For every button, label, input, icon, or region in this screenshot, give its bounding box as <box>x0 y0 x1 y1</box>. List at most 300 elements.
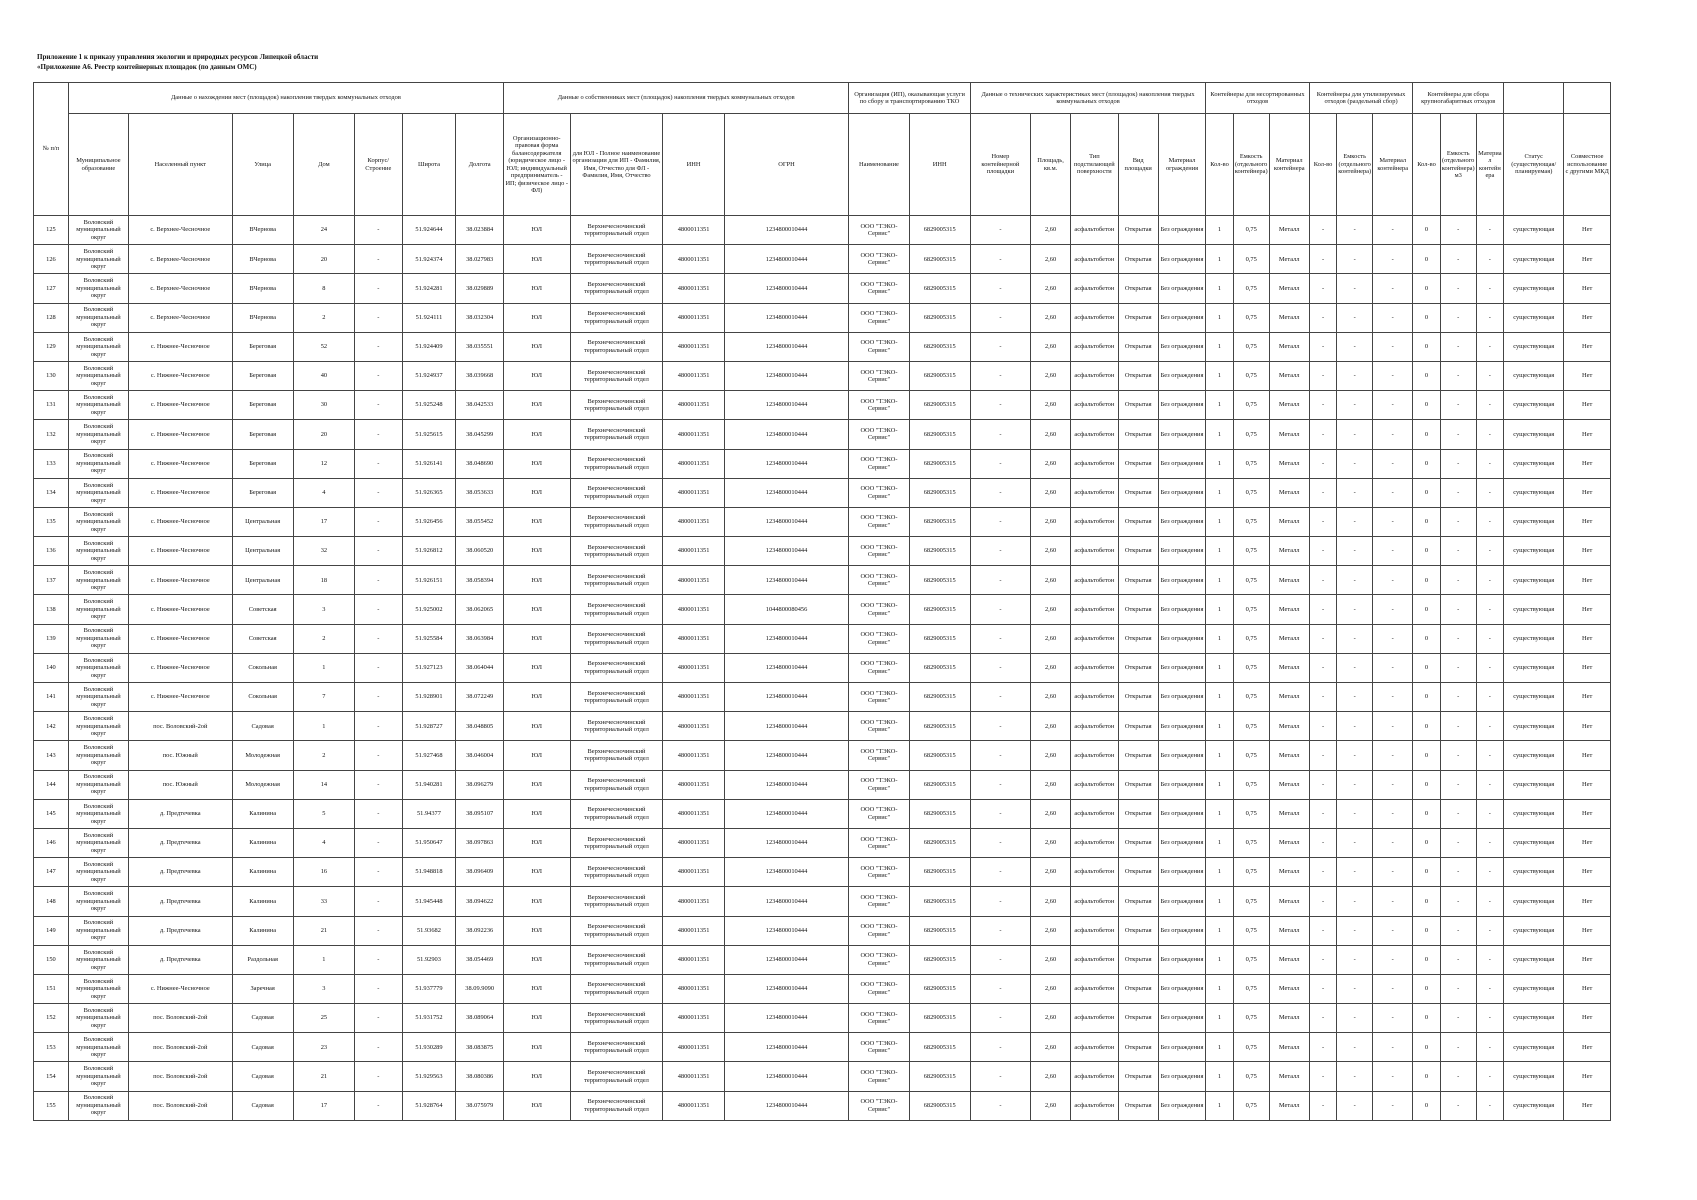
cell-uq: 1 <box>1206 653 1233 682</box>
cell-n: 147 <box>34 858 69 887</box>
cell-corp: - <box>355 303 403 332</box>
cell-bm: - <box>1476 537 1503 566</box>
cell-fence: Без ограждения <box>1158 1091 1206 1120</box>
cell-shared: Нет <box>1564 274 1611 303</box>
cell-street: Береговая <box>232 420 293 449</box>
cell-corp: - <box>355 770 403 799</box>
cell-site: - <box>970 478 1030 507</box>
cell-street: Береговая <box>232 391 293 420</box>
cell-np: с. Нижнее-Чесночное <box>129 653 233 682</box>
cell-bv: - <box>1440 245 1476 274</box>
cell-um: Металл <box>1269 712 1309 741</box>
cell-uv: 0,75 <box>1233 770 1269 799</box>
cell-svc: ООО "ТЭКО-Сервис" <box>849 391 909 420</box>
cell-bm: - <box>1476 595 1503 624</box>
cell-uq: 1 <box>1206 712 1233 741</box>
cell-uv: 0,75 <box>1233 945 1269 974</box>
cell-uv: 0,75 <box>1233 537 1269 566</box>
cell-street: Молодежная <box>232 741 293 770</box>
cell-uv: 0,75 <box>1233 1004 1269 1033</box>
cell-rm: - <box>1373 332 1413 361</box>
cell-n: 128 <box>34 303 69 332</box>
cell-svc_inn: 6829005315 <box>909 595 970 624</box>
cell-fence: Без ограждения <box>1158 712 1206 741</box>
cell-surf: асфальтобетон <box>1071 887 1119 916</box>
cell-house: 32 <box>293 537 354 566</box>
cell-ogrn: 1234800010444 <box>724 770 849 799</box>
cell-uv: 0,75 <box>1233 624 1269 653</box>
cell-status: существующая <box>1504 624 1564 653</box>
cell-inn: 4800011351 <box>663 916 724 945</box>
cell-corp: - <box>355 974 403 1003</box>
cell-form: ЮЛ <box>503 1062 570 1091</box>
cell-fence: Без ограждения <box>1158 303 1206 332</box>
cell-uq: 1 <box>1206 449 1233 478</box>
cell-area: 2,60 <box>1030 420 1070 449</box>
cell-n: 153 <box>34 1033 69 1062</box>
cell-fence: Без ограждения <box>1158 828 1206 857</box>
cell-svc_inn: 6829005315 <box>909 391 970 420</box>
cell-uq: 1 <box>1206 361 1233 390</box>
cell-inn: 4800011351 <box>663 1004 724 1033</box>
cell-svc: ООО "ТЭКО-Сервис" <box>849 945 909 974</box>
cell-house: 40 <box>293 361 354 390</box>
cell-bm: - <box>1476 216 1503 245</box>
table-row <box>34 537 1611 566</box>
cell-status: существующая <box>1504 420 1564 449</box>
cell-corp: - <box>355 595 403 624</box>
cell-rv: - <box>1337 1033 1373 1062</box>
cell-uv: 0,75 <box>1233 916 1269 945</box>
cell-owner: Верхнечесночинский территориальный отдел <box>570 537 663 566</box>
cell-bv: - <box>1440 537 1476 566</box>
cell-uv: 0,75 <box>1233 391 1269 420</box>
cell-ogrn: 1234800010444 <box>724 507 849 536</box>
cell-ogrn: 1234800010444 <box>724 1004 849 1033</box>
cell-uq: 1 <box>1206 566 1233 595</box>
cell-type: Открытая <box>1118 945 1158 974</box>
document-title-line-1: Приложение 1 к приказу управления экологии и природных ресурсов Липецкой области <box>37 53 319 61</box>
cell-svc: ООО "ТЭКО-Сервис" <box>849 683 909 712</box>
cell-owner: Верхнечесночинский территориальный отдел <box>570 303 663 332</box>
cell-corp: - <box>355 1062 403 1091</box>
cell-ogrn: 1234800010444 <box>724 945 849 974</box>
cell-fence: Без ограждения <box>1158 478 1206 507</box>
cell-bq: 0 <box>1413 624 1440 653</box>
cell-shared: Нет <box>1564 653 1611 682</box>
cell-um: Металл <box>1269 507 1309 536</box>
cell-site: - <box>970 537 1030 566</box>
cell-np: д. Предтечевка <box>129 887 233 916</box>
cell-type: Открытая <box>1118 420 1158 449</box>
cell-area: 2,60 <box>1030 712 1070 741</box>
cell-um: Металл <box>1269 624 1309 653</box>
cell-owner: Верхнечесночинский территориальный отдел <box>570 478 663 507</box>
cell-rm: - <box>1373 974 1413 1003</box>
cell-area: 2,60 <box>1030 595 1070 624</box>
cell-lon: 38.080386 <box>456 1062 504 1091</box>
cell-street: Калинина <box>232 858 293 887</box>
cell-uv: 0,75 <box>1233 420 1269 449</box>
cell-house: 20 <box>293 420 354 449</box>
cell-surf: асфальтобетон <box>1071 1062 1119 1091</box>
cell-status: существующая <box>1504 974 1564 1003</box>
cell-status: существующая <box>1504 1004 1564 1033</box>
cell-mo: Воловский муниципальный округ <box>68 653 128 682</box>
cell-house: 2 <box>293 303 354 332</box>
cell-shared: Нет <box>1564 595 1611 624</box>
cell-surf: асфальтобетон <box>1071 303 1119 332</box>
header-fence: Материал ограждения <box>1158 114 1206 216</box>
cell-rv: - <box>1337 274 1373 303</box>
cell-shared: Нет <box>1564 858 1611 887</box>
cell-rq: - <box>1309 858 1336 887</box>
cell-form: ЮЛ <box>503 1004 570 1033</box>
cell-mo: Воловский муниципальный округ <box>68 770 128 799</box>
cell-mo: Воловский муниципальный округ <box>68 332 128 361</box>
cell-uq: 1 <box>1206 507 1233 536</box>
cell-lon: 38.09.9090 <box>456 974 504 1003</box>
cell-form: ЮЛ <box>503 245 570 274</box>
cell-area: 2,60 <box>1030 245 1070 274</box>
cell-corp: - <box>355 683 403 712</box>
cell-lat: 51.930289 <box>402 1033 456 1062</box>
cell-fence: Без ограждения <box>1158 361 1206 390</box>
cell-rm: - <box>1373 741 1413 770</box>
cell-rm: - <box>1373 887 1413 916</box>
cell-fence: Без ограждения <box>1158 566 1206 595</box>
cell-owner: Верхнечесночинский территориальный отдел <box>570 449 663 478</box>
cell-svc_inn: 6829005315 <box>909 332 970 361</box>
header-shared: Совместное использование с другими МКД <box>1564 114 1611 216</box>
cell-lat: 51.94377 <box>402 799 456 828</box>
cell-lon: 38.089064 <box>456 1004 504 1033</box>
cell-bv: - <box>1440 449 1476 478</box>
cell-bq: 0 <box>1413 537 1440 566</box>
cell-owner: Верхнечесночинский территориальный отдел <box>570 391 663 420</box>
cell-form: ЮЛ <box>503 624 570 653</box>
cell-ogrn: 1234800010444 <box>724 391 849 420</box>
cell-surf: асфальтобетон <box>1071 712 1119 741</box>
cell-lat: 51.924111 <box>402 303 456 332</box>
cell-area: 2,60 <box>1030 303 1070 332</box>
cell-rv: - <box>1337 1004 1373 1033</box>
cell-mo: Воловский муниципальный округ <box>68 858 128 887</box>
cell-street: ВЧернова <box>232 303 293 332</box>
cell-inn: 4800011351 <box>663 274 724 303</box>
cell-rv: - <box>1337 653 1373 682</box>
cell-bq: 0 <box>1413 595 1440 624</box>
cell-corp: - <box>355 361 403 390</box>
cell-n: 133 <box>34 449 69 478</box>
cell-site: - <box>970 770 1030 799</box>
cell-corp: - <box>355 478 403 507</box>
cell-inn: 4800011351 <box>663 974 724 1003</box>
cell-svc: ООО "ТЭКО-Сервис" <box>849 478 909 507</box>
cell-rv: - <box>1337 507 1373 536</box>
cell-svc_inn: 6829005315 <box>909 1033 970 1062</box>
cell-rq: - <box>1309 799 1336 828</box>
cell-n: 154 <box>34 1062 69 1091</box>
cell-lon: 38.042533 <box>456 391 504 420</box>
cell-bv: - <box>1440 683 1476 712</box>
cell-uq: 1 <box>1206 274 1233 303</box>
cell-surf: асфальтобетон <box>1071 916 1119 945</box>
cell-house: 1 <box>293 712 354 741</box>
cell-bv: - <box>1440 303 1476 332</box>
cell-svc_inn: 6829005315 <box>909 303 970 332</box>
cell-rm: - <box>1373 1033 1413 1062</box>
cell-area: 2,60 <box>1030 216 1070 245</box>
cell-surf: асфальтобетон <box>1071 1004 1119 1033</box>
cell-um: Металл <box>1269 1033 1309 1062</box>
cell-np: д. Предтечевка <box>129 828 233 857</box>
cell-fence: Без ограждения <box>1158 1004 1206 1033</box>
cell-lat: 51.925248 <box>402 391 456 420</box>
cell-surf: асфальтобетон <box>1071 566 1119 595</box>
cell-bv: - <box>1440 916 1476 945</box>
cell-np: пос. Воловский-2ой <box>129 1004 233 1033</box>
cell-shared: Нет <box>1564 537 1611 566</box>
cell-surf: асфальтобетон <box>1071 478 1119 507</box>
cell-surf: асфальтобетон <box>1071 595 1119 624</box>
cell-lat: 51.925584 <box>402 624 456 653</box>
cell-n: 145 <box>34 799 69 828</box>
cell-mo: Воловский муниципальный округ <box>68 683 128 712</box>
cell-um: Металл <box>1269 741 1309 770</box>
cell-svc_inn: 6829005315 <box>909 712 970 741</box>
cell-type: Открытая <box>1118 683 1158 712</box>
cell-np: пос. Воловский-2ой <box>129 1033 233 1062</box>
cell-inn: 4800011351 <box>663 332 724 361</box>
cell-np: с. Нижнее-Чесночное <box>129 420 233 449</box>
cell-ogrn: 1234800010444 <box>724 332 849 361</box>
table-row <box>34 391 1611 420</box>
cell-fence: Без ограждения <box>1158 507 1206 536</box>
cell-owner: Верхнечесночинский территориальный отдел <box>570 916 663 945</box>
cell-surf: асфальтобетон <box>1071 537 1119 566</box>
cell-uq: 1 <box>1206 420 1233 449</box>
cell-street: Центральная <box>232 537 293 566</box>
cell-bm: - <box>1476 1062 1503 1091</box>
cell-house: 21 <box>293 1062 354 1091</box>
cell-area: 2,60 <box>1030 624 1070 653</box>
cell-inn: 4800011351 <box>663 245 724 274</box>
cell-rv: - <box>1337 449 1373 478</box>
cell-owner: Верхнечесночинский территориальный отдел <box>570 595 663 624</box>
cell-uq: 1 <box>1206 828 1233 857</box>
cell-surf: асфальтобетон <box>1071 945 1119 974</box>
header-street: Улица <box>232 114 293 216</box>
cell-svc: ООО "ТЭКО-Сервис" <box>849 420 909 449</box>
cell-street: Центральная <box>232 507 293 536</box>
cell-owner: Верхнечесночинский территориальный отдел <box>570 507 663 536</box>
cell-rv: - <box>1337 1091 1373 1120</box>
cell-svc: ООО "ТЭКО-Сервис" <box>849 1004 909 1033</box>
cell-mo: Воловский муниципальный округ <box>68 712 128 741</box>
cell-uv: 0,75 <box>1233 478 1269 507</box>
cell-surf: асфальтобетон <box>1071 683 1119 712</box>
header-group-shared-empty <box>1564 83 1611 114</box>
cell-uq: 1 <box>1206 332 1233 361</box>
header-group-status-empty <box>1504 83 1564 114</box>
cell-uv: 0,75 <box>1233 741 1269 770</box>
cell-surf: асфальтобетон <box>1071 799 1119 828</box>
cell-bm: - <box>1476 828 1503 857</box>
cell-um: Металл <box>1269 245 1309 274</box>
cell-um: Металл <box>1269 858 1309 887</box>
cell-bv: - <box>1440 391 1476 420</box>
cell-site: - <box>970 216 1030 245</box>
cell-area: 2,60 <box>1030 974 1070 1003</box>
header-inn: ИНН <box>663 114 724 216</box>
cell-lat: 51.945448 <box>402 887 456 916</box>
cell-lon: 38.048690 <box>456 449 504 478</box>
cell-owner: Верхнечесночинский территориальный отдел <box>570 974 663 1003</box>
cell-bv: - <box>1440 274 1476 303</box>
cell-site: - <box>970 566 1030 595</box>
cell-n: 126 <box>34 245 69 274</box>
cell-mo: Воловский муниципальный округ <box>68 361 128 390</box>
document-title-line-2: «Приложение А6. Реестр контейнерных площадок (по данным ОМС) <box>37 63 257 71</box>
cell-area: 2,60 <box>1030 361 1070 390</box>
cell-status: существующая <box>1504 945 1564 974</box>
cell-shared: Нет <box>1564 828 1611 857</box>
cell-inn: 4800011351 <box>663 361 724 390</box>
cell-bv: - <box>1440 566 1476 595</box>
header-municipality: Муниципальное образование <box>68 114 128 216</box>
cell-ogrn: 1234800010444 <box>724 858 849 887</box>
table-row <box>34 245 1611 274</box>
cell-house: 16 <box>293 858 354 887</box>
cell-bm: - <box>1476 683 1503 712</box>
cell-site: - <box>970 332 1030 361</box>
header-columns-row <box>34 114 1611 216</box>
cell-form: ЮЛ <box>503 274 570 303</box>
cell-rv: - <box>1337 303 1373 332</box>
cell-n: 140 <box>34 653 69 682</box>
header-num: № п/п <box>34 83 69 216</box>
cell-inn: 4800011351 <box>663 828 724 857</box>
cell-rv: - <box>1337 683 1373 712</box>
cell-np: с. Нижнее-Чесночное <box>129 507 233 536</box>
cell-ogrn: 1234800010444 <box>724 683 849 712</box>
cell-rv: - <box>1337 828 1373 857</box>
table-row <box>34 595 1611 624</box>
cell-lon: 38.046004 <box>456 741 504 770</box>
cell-svc_inn: 6829005315 <box>909 507 970 536</box>
cell-owner: Верхнечесночинский территориальный отдел <box>570 332 663 361</box>
cell-form: ЮЛ <box>503 916 570 945</box>
cell-bv: - <box>1440 741 1476 770</box>
cell-lon: 38.097863 <box>456 828 504 857</box>
cell-form: ЮЛ <box>503 974 570 1003</box>
cell-bq: 0 <box>1413 828 1440 857</box>
cell-shared: Нет <box>1564 770 1611 799</box>
cell-svc: ООО "ТЭКО-Сервис" <box>849 712 909 741</box>
cell-bq: 0 <box>1413 741 1440 770</box>
cell-lat: 51.924374 <box>402 245 456 274</box>
cell-site: - <box>970 274 1030 303</box>
cell-type: Открытая <box>1118 1004 1158 1033</box>
cell-inn: 4800011351 <box>663 858 724 887</box>
cell-type: Открытая <box>1118 391 1158 420</box>
cell-ogrn: 1234800010444 <box>724 712 849 741</box>
cell-bq: 0 <box>1413 1033 1440 1062</box>
cell-inn: 4800011351 <box>663 683 724 712</box>
cell-site: - <box>970 683 1030 712</box>
cell-house: 18 <box>293 566 354 595</box>
cell-street: Садовая <box>232 1033 293 1062</box>
header-service-inn: ИНН <box>909 114 970 216</box>
cell-rq: - <box>1309 624 1336 653</box>
cell-rv: - <box>1337 361 1373 390</box>
table-row <box>34 1062 1611 1091</box>
cell-lon: 38.092236 <box>456 916 504 945</box>
cell-site: - <box>970 595 1030 624</box>
cell-status: существующая <box>1504 274 1564 303</box>
cell-uq: 1 <box>1206 974 1233 1003</box>
cell-np: с. Нижнее-Чесночное <box>129 595 233 624</box>
cell-rm: - <box>1373 245 1413 274</box>
cell-n: 138 <box>34 595 69 624</box>
cell-svc_inn: 6829005315 <box>909 1062 970 1091</box>
cell-rm: - <box>1373 828 1413 857</box>
cell-um: Металл <box>1269 653 1309 682</box>
cell-bq: 0 <box>1413 770 1440 799</box>
cell-uq: 1 <box>1206 245 1233 274</box>
cell-rv: - <box>1337 537 1373 566</box>
cell-fence: Без ограждения <box>1158 945 1206 974</box>
cell-rq: - <box>1309 653 1336 682</box>
cell-svc_inn: 6829005315 <box>909 1091 970 1120</box>
cell-rq: - <box>1309 566 1336 595</box>
cell-svc: ООО "ТЭКО-Сервис" <box>849 799 909 828</box>
cell-form: ЮЛ <box>503 303 570 332</box>
cell-svc_inn: 6829005315 <box>909 537 970 566</box>
cell-rm: - <box>1373 391 1413 420</box>
cell-um: Металл <box>1269 391 1309 420</box>
table-row <box>34 303 1611 332</box>
cell-ogrn: 1234800010444 <box>724 537 849 566</box>
cell-street: Молодежная <box>232 770 293 799</box>
cell-street: Раздольная <box>232 945 293 974</box>
header-group-tech: Данные о технических характеристиках мест (площадок) накопления твердых коммунальных отходов <box>970 83 1205 114</box>
cell-svc_inn: 6829005315 <box>909 974 970 1003</box>
cell-ogrn: 1044800080456 <box>724 595 849 624</box>
cell-shared: Нет <box>1564 391 1611 420</box>
cell-uq: 1 <box>1206 216 1233 245</box>
cell-type: Открытая <box>1118 741 1158 770</box>
cell-ogrn: 1234800010444 <box>724 653 849 682</box>
cell-bm: - <box>1476 391 1503 420</box>
cell-bm: - <box>1476 478 1503 507</box>
cell-form: ЮЛ <box>503 945 570 974</box>
cell-rv: - <box>1337 945 1373 974</box>
cell-bm: - <box>1476 624 1503 653</box>
cell-form: ЮЛ <box>503 653 570 682</box>
cell-area: 2,60 <box>1030 828 1070 857</box>
cell-lon: 38.055452 <box>456 507 504 536</box>
cell-uq: 1 <box>1206 1033 1233 1062</box>
cell-site: - <box>970 1004 1030 1033</box>
cell-status: существующая <box>1504 916 1564 945</box>
cell-status: существующая <box>1504 391 1564 420</box>
cell-shared: Нет <box>1564 566 1611 595</box>
cell-uv: 0,75 <box>1233 1033 1269 1062</box>
cell-bq: 0 <box>1413 391 1440 420</box>
cell-area: 2,60 <box>1030 1004 1070 1033</box>
